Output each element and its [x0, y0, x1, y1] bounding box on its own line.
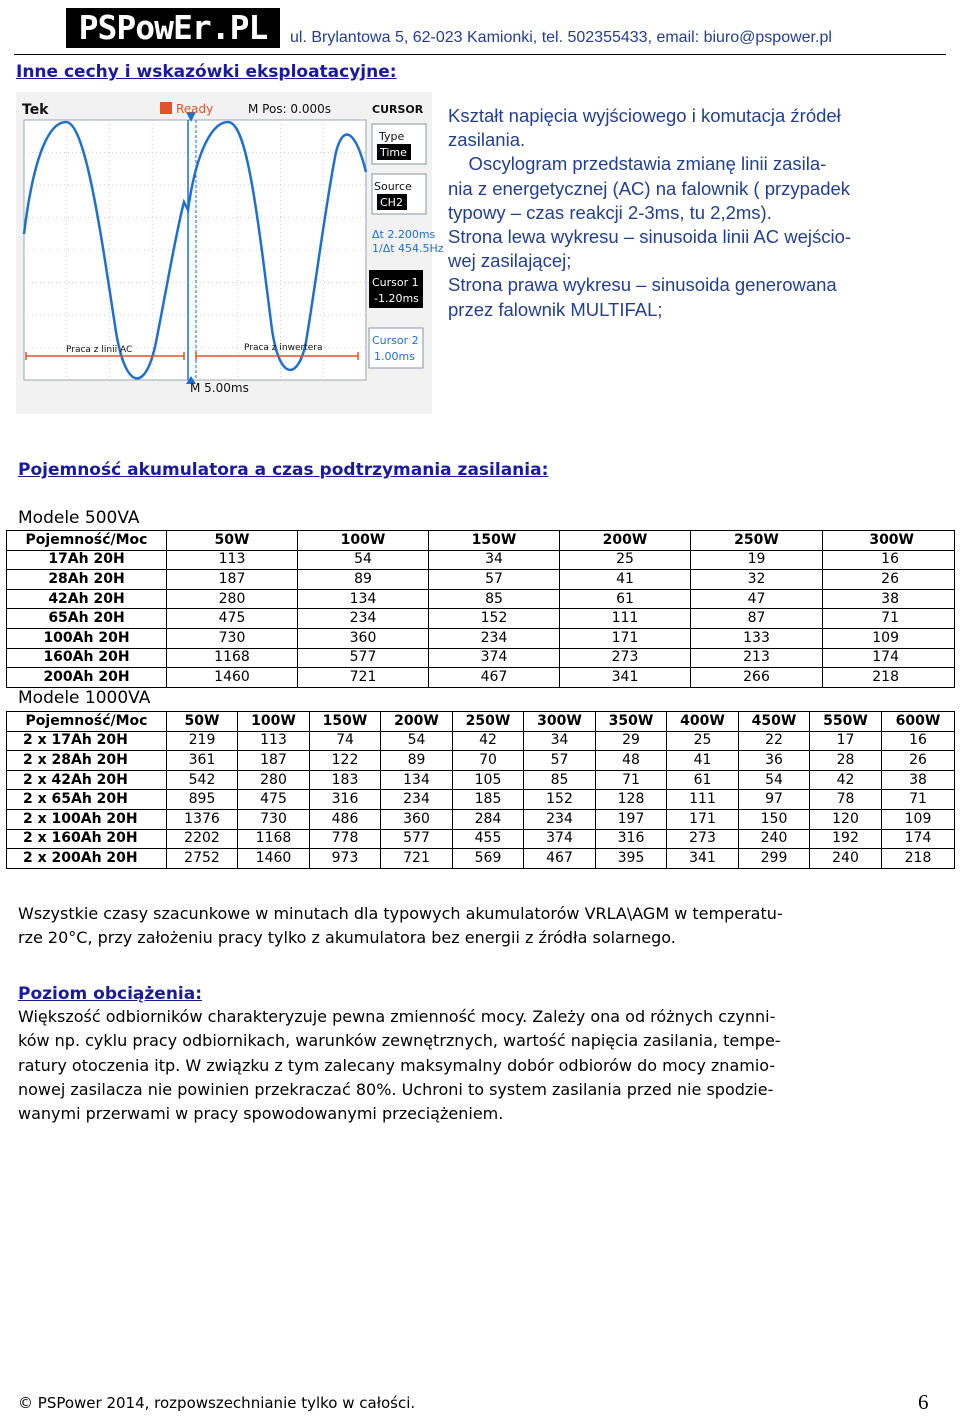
- table-cell: 1168: [238, 829, 310, 849]
- table-cell: 111: [560, 609, 691, 629]
- table-cell: 2752: [167, 849, 238, 869]
- table-row: [7, 770, 955, 790]
- scope-source-value: CH2: [380, 196, 403, 209]
- table-cell: 54: [298, 550, 429, 570]
- table-cell: 374: [524, 829, 596, 849]
- table-cell: 721: [298, 668, 429, 688]
- table-cell: 57: [524, 751, 596, 771]
- scope-cursor1-value: -1.20ms: [374, 292, 419, 305]
- section-title-battery: Pojemność akumulatora a czas podtrzymania zasilania:: [18, 460, 549, 480]
- column-header: Pojemność/Moc: [7, 531, 167, 551]
- column-header: 450W: [739, 712, 810, 732]
- scope-menu-title: CURSOR: [372, 103, 424, 116]
- table-row: [7, 668, 955, 688]
- description-line: przez falownik MULTIFAL;: [448, 298, 663, 320]
- column-header: 600W: [882, 712, 955, 732]
- table-cell: 1376: [167, 809, 238, 829]
- table-cell: 105: [453, 770, 524, 790]
- table-cell: 61: [667, 770, 739, 790]
- table-cell: 111: [667, 790, 739, 810]
- table-row: [7, 609, 955, 629]
- table-cell: 109: [882, 809, 955, 829]
- table-cell: 29: [596, 731, 667, 751]
- scope-brand: Tek: [22, 102, 49, 118]
- row-label: 2 x 100Ah 20H: [7, 809, 167, 829]
- scope-delta-t: Δt 2.200ms: [372, 228, 436, 241]
- table-cell: 219: [167, 731, 238, 751]
- table-cell: 316: [310, 790, 381, 810]
- paragraph-line: ratury otoczenia itp. W związku z tym zalecany maksymalny dobór odbiorów do mocy znamio-: [18, 1055, 776, 1075]
- table-cell: 25: [560, 550, 691, 570]
- table-cell: 152: [429, 609, 560, 629]
- paragraph-line: ków np. cyklu pracy odbiornikach, warunków zewnętrznych, wartość napięcia zasilania, tempe-: [18, 1031, 781, 1051]
- table-cell: 1460: [167, 668, 298, 688]
- table-cell: 174: [823, 648, 955, 668]
- table-cell: 475: [238, 790, 310, 810]
- table-cell: 34: [429, 550, 560, 570]
- row-label: 2 x 17Ah 20H: [7, 731, 167, 751]
- column-header: 50W: [167, 531, 298, 551]
- runtime-note: [18, 902, 783, 951]
- table-cell: 341: [560, 668, 691, 688]
- description-line: Oscylogram przedstawia zmianę linii zasila-: [448, 153, 827, 175]
- table-cell: 41: [667, 751, 739, 771]
- table-row: [7, 570, 955, 590]
- table-cell: 240: [739, 829, 810, 849]
- table-cell: 213: [691, 648, 823, 668]
- table-cell: 78: [810, 790, 882, 810]
- table-cell: 266: [691, 668, 823, 688]
- table-cell: 97: [739, 790, 810, 810]
- pspower-logo: [66, 8, 280, 48]
- table-cell: 26: [823, 570, 955, 590]
- table-500va: [6, 530, 955, 688]
- table-cell: 361: [167, 751, 238, 771]
- table-cell: 16: [823, 550, 955, 570]
- footer-copyright: © PSPower 2014, rozpowszechnianie tylko w całości.: [18, 1394, 416, 1412]
- description-line: wej zasilającej;: [448, 250, 572, 272]
- table-cell: 467: [524, 849, 596, 869]
- paragraph-line: Większość odbiorników charakteryzuje pewna zmienność mocy. Zależy ona od różnych czynni-: [18, 1007, 776, 1026]
- page-number: 6: [918, 1390, 929, 1414]
- table-cell: 61: [560, 589, 691, 609]
- table-cell: 113: [238, 731, 310, 751]
- table-cell: 234: [298, 609, 429, 629]
- table-cell: 26: [882, 751, 955, 771]
- column-header: 150W: [310, 712, 381, 732]
- column-header: 300W: [524, 712, 596, 732]
- row-label: 17Ah 20H: [7, 550, 167, 570]
- table-cell: 542: [167, 770, 238, 790]
- table-cell: 895: [167, 790, 238, 810]
- table-cell: 109: [823, 628, 955, 648]
- table-row: [7, 731, 955, 751]
- table-cell: 475: [167, 609, 298, 629]
- column-header: 300W: [823, 531, 955, 551]
- table-cell: 197: [596, 809, 667, 829]
- row-label: 2 x 42Ah 20H: [7, 770, 167, 790]
- table-row: [7, 809, 955, 829]
- scope-cursor1-label: Cursor 1: [372, 276, 419, 289]
- section-title-features: Inne cechy i wskazówki eksploatacyjne:: [16, 62, 397, 82]
- table-cell: 70: [453, 751, 524, 771]
- row-label: 65Ah 20H: [7, 609, 167, 629]
- column-header: 50W: [167, 712, 238, 732]
- table-cell: 85: [429, 589, 560, 609]
- table-cell: 234: [429, 628, 560, 648]
- table-cell: 730: [238, 809, 310, 829]
- header-divider: [14, 54, 946, 55]
- scope-delta-f: 1/Δt 454.5Hz: [372, 242, 444, 255]
- table-row: [7, 550, 955, 570]
- table-cell: 22: [739, 731, 810, 751]
- scope-label-inverter: Praca z inwertera: [244, 343, 323, 353]
- table-cell: 455: [453, 829, 524, 849]
- table-cell: 341: [667, 849, 739, 869]
- table-cell: 467: [429, 668, 560, 688]
- table-cell: 54: [381, 731, 453, 751]
- description-line: nia z energetycznej (AC) na falownik ( przypadek: [448, 177, 851, 199]
- scope-type-value: Time: [380, 146, 407, 159]
- column-header: 250W: [691, 531, 823, 551]
- load-paragraph: [18, 1005, 781, 1126]
- table-cell: 17: [810, 731, 882, 751]
- table-cell: 360: [381, 809, 453, 829]
- table-cell: 778: [310, 829, 381, 849]
- table-cell: 48: [596, 751, 667, 771]
- column-header: 400W: [667, 712, 739, 732]
- table-cell: 38: [823, 589, 955, 609]
- table-cell: 185: [453, 790, 524, 810]
- table-cell: 133: [691, 628, 823, 648]
- scope-cursor2-label: Cursor 2: [372, 334, 419, 347]
- table-cell: 187: [167, 570, 298, 590]
- scope-timebase: M 5.00ms: [190, 381, 249, 395]
- row-label: 2 x 200Ah 20H: [7, 849, 167, 869]
- section-title-load: Poziom obciążenia:: [18, 984, 203, 1004]
- table-cell: 54: [739, 770, 810, 790]
- table-cell: 152: [524, 790, 596, 810]
- table-cell: 85: [524, 770, 596, 790]
- table-cell: 36: [739, 751, 810, 771]
- table-row: [7, 648, 955, 668]
- table-cell: 569: [453, 849, 524, 869]
- table-cell: 71: [596, 770, 667, 790]
- table-cell: 577: [381, 829, 453, 849]
- table-cell: 218: [823, 668, 955, 688]
- table-1000va: [6, 711, 955, 869]
- row-label: 160Ah 20H: [7, 648, 167, 668]
- description-line: typowy – czas reakcji 2-3ms, tu 2,2ms).: [448, 201, 772, 223]
- scope-position: M Pos: 0.000s: [248, 102, 332, 116]
- table-cell: 42: [810, 770, 882, 790]
- table-cell: 128: [596, 790, 667, 810]
- description-line: Strona lewa wykresu – sinusoida linii AC wejścio-: [448, 226, 852, 248]
- table-cell: 721: [381, 849, 453, 869]
- table-cell: 218: [882, 849, 955, 869]
- table-cell: 730: [167, 628, 298, 648]
- description-line: Strona prawa wykresu – sinusoida generowana: [448, 274, 837, 296]
- table-row: [7, 849, 955, 869]
- table-row: [7, 589, 955, 609]
- table-cell: 134: [381, 770, 453, 790]
- row-label: 2 x 28Ah 20H: [7, 751, 167, 771]
- table-cell: 150: [739, 809, 810, 829]
- table-cell: 284: [453, 809, 524, 829]
- column-header: 100W: [238, 712, 310, 732]
- row-label: 2 x 160Ah 20H: [7, 829, 167, 849]
- column-header: 100W: [298, 531, 429, 551]
- table-cell: 374: [429, 648, 560, 668]
- paragraph-line: nowej zasilacza nie powinien przekraczać 80%. Uchroni to system zasilania przed nie spodzie-: [18, 1079, 774, 1099]
- table-cell: 57: [429, 570, 560, 590]
- oscillogram-description: [448, 104, 928, 322]
- table-cell: 113: [167, 550, 298, 570]
- table-row: [7, 829, 955, 849]
- table-cell: 171: [560, 628, 691, 648]
- table-cell: 42: [453, 731, 524, 751]
- table-1000-caption: Modele 1000VA: [18, 688, 151, 708]
- table-cell: 316: [596, 829, 667, 849]
- table-cell: 486: [310, 809, 381, 829]
- row-label: 2 x 65Ah 20H: [7, 790, 167, 810]
- description-line: Kształt napięcia wyjściowego i komutacja źródeł: [448, 105, 841, 126]
- table-cell: 280: [167, 589, 298, 609]
- table-cell: 1460: [238, 849, 310, 869]
- table-cell: 71: [823, 609, 955, 629]
- table-cell: 38: [882, 770, 955, 790]
- table-cell: 174: [882, 829, 955, 849]
- table-row: [7, 628, 955, 648]
- table-cell: 280: [238, 770, 310, 790]
- scope-type-label: Type: [379, 130, 405, 143]
- scope-status: Ready: [176, 102, 214, 116]
- table-cell: 192: [810, 829, 882, 849]
- note-line: Wszystkie czasy szacunkowe w minutach dla typowych akumulatorów VRLA\AGM w temperatu-: [18, 904, 783, 923]
- oscillogram-image: [16, 92, 444, 414]
- company-address: ul. Brylantowa 5, 62-023 Kamionki, tel. 502355433, email: biuro@pspower.pl: [290, 29, 832, 46]
- column-header: 250W: [453, 712, 524, 732]
- table-cell: 240: [810, 849, 882, 869]
- table-cell: 973: [310, 849, 381, 869]
- table-cell: 1168: [167, 648, 298, 668]
- table-500-caption: Modele 500VA: [18, 508, 140, 528]
- row-label: 200Ah 20H: [7, 668, 167, 688]
- table-cell: 74: [310, 731, 381, 751]
- table-cell: 19: [691, 550, 823, 570]
- table-cell: 89: [381, 751, 453, 771]
- scope-source-label: Source: [374, 180, 412, 193]
- table-cell: 87: [691, 609, 823, 629]
- table-cell: 122: [310, 751, 381, 771]
- table-cell: 360: [298, 628, 429, 648]
- row-label: 28Ah 20H: [7, 570, 167, 590]
- table-cell: 577: [298, 648, 429, 668]
- svg-text:PSPowEr.PL: PSPowEr.PL: [78, 8, 268, 47]
- column-header: 150W: [429, 531, 560, 551]
- column-header: Pojemność/Moc: [7, 712, 167, 732]
- table-cell: 71: [882, 790, 955, 810]
- paragraph-line: wanymi przerwami w pracy spowodowanymi przeciążeniem.: [18, 1104, 504, 1124]
- column-header: 200W: [560, 531, 691, 551]
- note-line: rze 20°C, przy założeniu pracy tylko z akumulatora bez energii z źródła solarnego.: [18, 928, 676, 948]
- table-cell: 25: [667, 731, 739, 751]
- description-line: zasilania.: [448, 129, 526, 151]
- table-cell: 47: [691, 589, 823, 609]
- table-cell: 134: [298, 589, 429, 609]
- table-cell: 2202: [167, 829, 238, 849]
- column-header: 200W: [381, 712, 453, 732]
- scope-label-ac: Praca z linii AC: [66, 345, 133, 355]
- table-cell: 34: [524, 731, 596, 751]
- table-cell: 32: [691, 570, 823, 590]
- table-cell: 183: [310, 770, 381, 790]
- table-row: [7, 751, 955, 771]
- column-header: 550W: [810, 712, 882, 732]
- table-cell: 234: [381, 790, 453, 810]
- table-cell: 120: [810, 809, 882, 829]
- table-cell: 273: [667, 829, 739, 849]
- table-header-row: [7, 531, 955, 551]
- table-cell: 16: [882, 731, 955, 751]
- table-cell: 395: [596, 849, 667, 869]
- table-cell: 234: [524, 809, 596, 829]
- table-row: [7, 790, 955, 810]
- table-cell: 299: [739, 849, 810, 869]
- scope-cursor2-value: 1.00ms: [374, 350, 415, 363]
- table-cell: 28: [810, 751, 882, 771]
- row-label: 100Ah 20H: [7, 628, 167, 648]
- table-cell: 171: [667, 809, 739, 829]
- table-cell: 187: [238, 751, 310, 771]
- column-header: 350W: [596, 712, 667, 732]
- table-cell: 273: [560, 648, 691, 668]
- row-label: 42Ah 20H: [7, 589, 167, 609]
- table-cell: 41: [560, 570, 691, 590]
- table-cell: 89: [298, 570, 429, 590]
- table-header-row: [7, 712, 955, 732]
